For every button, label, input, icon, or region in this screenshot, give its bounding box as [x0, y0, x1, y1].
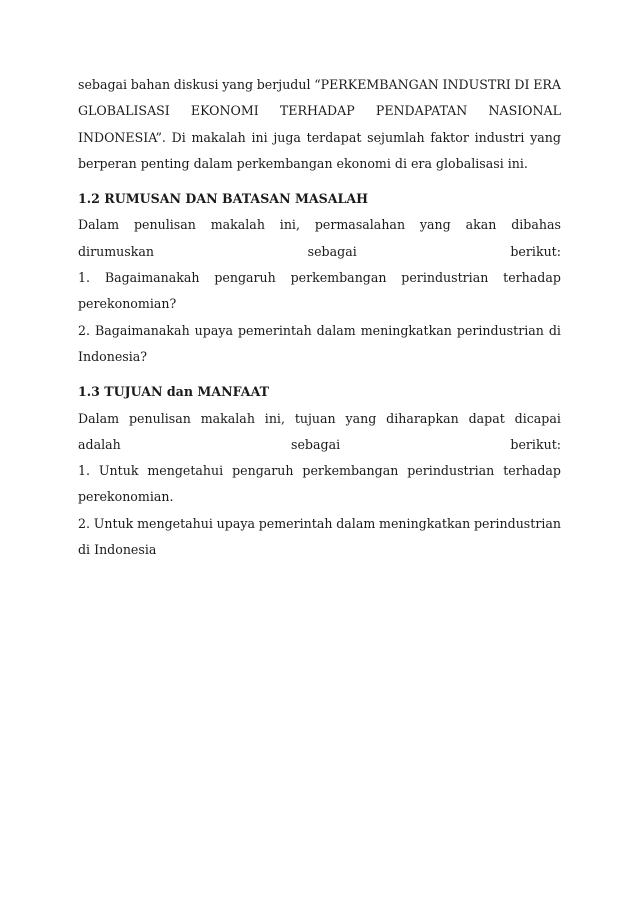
section-1-2-line-2 — [78, 239, 561, 265]
word: diharapkan — [386, 410, 459, 426]
intro-line-2 — [78, 98, 561, 124]
word: perindustrian — [456, 322, 544, 338]
word: terhadap — [503, 463, 561, 479]
word: ini, — [279, 217, 300, 233]
word: perindustrian — [473, 515, 561, 531]
word: ini — [251, 129, 268, 145]
word: dalam — [336, 515, 376, 531]
word: pemerintah — [237, 322, 312, 338]
spacer — [78, 370, 561, 379]
word: pengaruh — [232, 463, 294, 479]
word: “PERKEMBANGAN — [314, 77, 439, 92]
section-1-3-line-3 — [78, 458, 561, 484]
section-1-2-line-5 — [78, 318, 561, 344]
section-1-3-line-5 — [78, 511, 561, 537]
section-1-2-line-4: perekonomian? — [78, 296, 177, 312]
word: yang — [530, 129, 561, 145]
word: berjudul — [256, 77, 311, 92]
word: 2. — [78, 515, 91, 531]
word: perindustrian — [407, 463, 495, 479]
word: upaya — [194, 322, 233, 338]
word: sejumlah — [367, 129, 425, 145]
word: dicapai — [514, 410, 561, 426]
word: penulisan — [128, 410, 191, 426]
word: Bagaimanakah — [95, 322, 190, 338]
word: makalah — [210, 217, 265, 233]
section-1-3-line-6: di Indonesia — [78, 542, 157, 558]
word: di — [548, 322, 561, 338]
word: EKONOMI — [190, 103, 259, 119]
document-body — [78, 72, 561, 563]
word: upaya — [216, 515, 255, 531]
word: dibahas — [511, 217, 561, 233]
word: PENDAPATAN — [375, 103, 468, 119]
word: yang — [345, 410, 377, 426]
word: Untuk — [98, 463, 139, 479]
section-1-2-heading: 1.2 RUMUSAN DAN BATASAN MASALAH — [78, 191, 369, 207]
word: 1. — [78, 270, 91, 286]
intro-line-4: berperan penting dalam perkembangan ekonomi di era globalisasi ini. — [78, 155, 528, 171]
word: berikut: — [510, 243, 561, 259]
word: Dalam — [78, 410, 120, 426]
word: diskusi — [173, 77, 219, 92]
word: dalam — [316, 322, 356, 338]
word: perindustrian — [401, 270, 489, 286]
word: yang — [419, 217, 451, 233]
word: ini, — [264, 410, 285, 426]
word: terhadap — [503, 270, 561, 286]
word: Dalam — [78, 217, 120, 233]
word: akan — [465, 217, 497, 233]
word: GLOBALISASI — [78, 103, 170, 119]
intro-line-1 — [78, 72, 561, 98]
word: permasalahan — [314, 217, 406, 233]
section-1-2-line-1 — [78, 212, 561, 238]
word: mengetahui — [137, 515, 213, 531]
section-1-3-line-4: perekonomian. — [78, 489, 174, 505]
word: dirumuskan — [78, 243, 154, 259]
section-1-3-heading: 1.3 TUJUAN dan MANFAAT — [78, 384, 270, 400]
word: bahan — [130, 77, 171, 92]
word: mengetahui — [147, 463, 224, 479]
word: Bagaimanakah — [104, 270, 200, 286]
word: makalah — [200, 410, 255, 426]
word: industri — [474, 129, 525, 145]
word: berikut: — [510, 436, 561, 452]
word: DI — [514, 77, 530, 92]
word: Di — [171, 129, 186, 145]
word: TERHADAP — [279, 103, 355, 119]
section-1-3-line-2 — [78, 432, 561, 458]
section-1-3-line-1 — [78, 406, 561, 432]
word: sebagai — [291, 436, 341, 452]
word: 2. — [78, 322, 91, 338]
word: faktor — [430, 129, 469, 145]
word: NASIONAL — [488, 103, 561, 119]
section-1-2-line-3 — [78, 265, 561, 291]
word: terdapat — [306, 129, 362, 145]
section-1-2-line-6: Indonesia? — [78, 348, 148, 364]
word: juga — [273, 129, 301, 145]
word: perkembangan — [302, 463, 399, 479]
word: makalah — [191, 129, 246, 145]
word: meningkatkan — [360, 322, 452, 338]
word: ERA — [533, 77, 561, 92]
intro-line-3 — [78, 125, 561, 151]
word: Untuk — [93, 515, 134, 531]
word: dapat — [468, 410, 505, 426]
word: penulisan — [133, 217, 196, 233]
word: 1. — [78, 463, 91, 479]
word: pemerintah — [258, 515, 333, 531]
word: sebagai — [307, 243, 357, 259]
word: perkembangan — [290, 270, 387, 286]
word: INDUSTRI — [442, 77, 511, 92]
word: pengaruh — [214, 270, 276, 286]
word: yang — [222, 77, 254, 92]
word: tujuan — [294, 410, 336, 426]
spacer — [78, 177, 561, 186]
word: meningkatkan — [379, 515, 471, 531]
word: adalah — [78, 436, 121, 452]
word: sebagai — [78, 77, 128, 92]
word: INDONESIA”. — [78, 129, 166, 145]
